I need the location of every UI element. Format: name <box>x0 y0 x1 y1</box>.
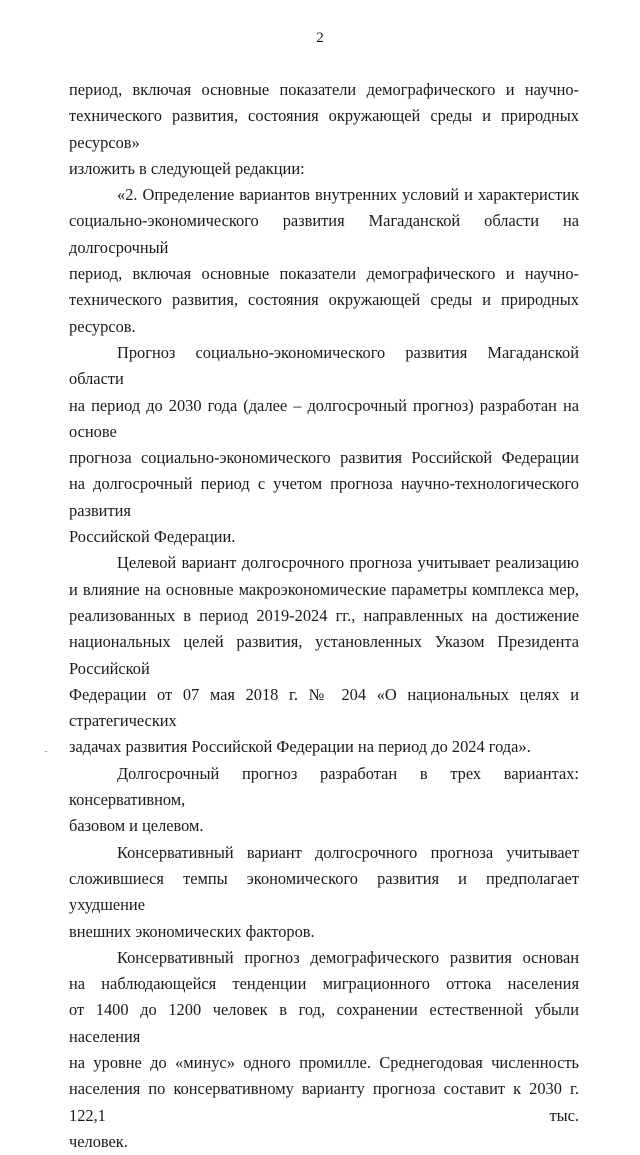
text-line: реализованных в период 2019-2024 гг., направленных на достижение <box>69 605 579 625</box>
text-line: технического развития, состояния окружающей среды и природных ресурсов. <box>69 290 579 336</box>
document-body <box>69 77 579 1155</box>
text-line: технического развития, состояния окружающей среды и природных ресурсов» <box>69 106 579 152</box>
text-line: человек. <box>69 1131 128 1151</box>
paragraph <box>69 550 579 760</box>
text-line: от 1400 до 1200 человек в год, сохранении естественной убыли населения <box>69 1000 579 1046</box>
paragraph <box>69 77 579 182</box>
text-line: Прогноз социально-экономического развития Магаданской области <box>69 342 579 389</box>
paragraph <box>69 340 579 550</box>
text-line: базовом и целевом. <box>69 816 204 836</box>
text-line: период, включая основные показатели демографического и научно- <box>69 264 579 284</box>
paragraph <box>69 945 579 1155</box>
text-line: Федерации от 07 мая 2018 г. № 204 «О национальных целях и стратегических <box>69 684 579 731</box>
text-line: сложившиеся темпы экономического развития и предполагает ухудшение <box>69 868 579 915</box>
text-line: Российской Федерации. <box>69 527 236 547</box>
text-line: на уровне до «минус» одного промилле. Среднегодовая численность <box>69 1052 579 1072</box>
text-line: национальных целей развития, установленных Указом Президента Российской <box>69 632 579 678</box>
paragraph <box>69 761 579 840</box>
text-line: на период до 2030 года (далее – долгосрочный прогноз) разработан на основе <box>69 395 579 441</box>
text-line: социально-экономического развития Магаданской области на долгосрочный <box>69 211 579 257</box>
text-line: населения по консервативному варианту прогноза составит к 2030 г. 122,1 тыс. <box>69 1079 579 1125</box>
text-line: период, включая основные показатели демографического и научно- <box>69 80 579 99</box>
text-line: изложить в следующей редакции: <box>69 158 305 178</box>
text-line: на наблюдающейся тенденции миграционного оттока населения <box>69 974 579 994</box>
text-line: прогноза социально-экономического развития Российской Федерации <box>69 448 579 468</box>
text-line: внешних экономических факторов. <box>69 921 315 941</box>
margin-mark: - <box>44 745 48 757</box>
paragraph <box>69 840 579 945</box>
text-line: Целевой вариант долгосрочного прогноза учитывает реализацию <box>117 553 579 573</box>
text-line: Консервативный прогноз демографического развития основан <box>117 947 579 967</box>
page-number: 2 <box>316 30 324 46</box>
text-line: «2. Определение вариантов внутренних условий и характеристик <box>117 185 579 205</box>
text-line: Консервативный вариант долгосрочного прогноза учитывает <box>117 842 579 862</box>
text-line: на долгосрочный период с учетом прогноза научно-технологического развития <box>69 474 579 520</box>
text-line: и влияние на основные макроэкономические параметры комплекса мер, <box>69 579 579 599</box>
text-line: Долгосрочный прогноз разработан в трех вариантах: консервативном, <box>69 763 579 810</box>
text-line: задачах развития Российской Федерации на период до 2024 года». <box>69 737 531 757</box>
paragraph <box>69 182 579 340</box>
